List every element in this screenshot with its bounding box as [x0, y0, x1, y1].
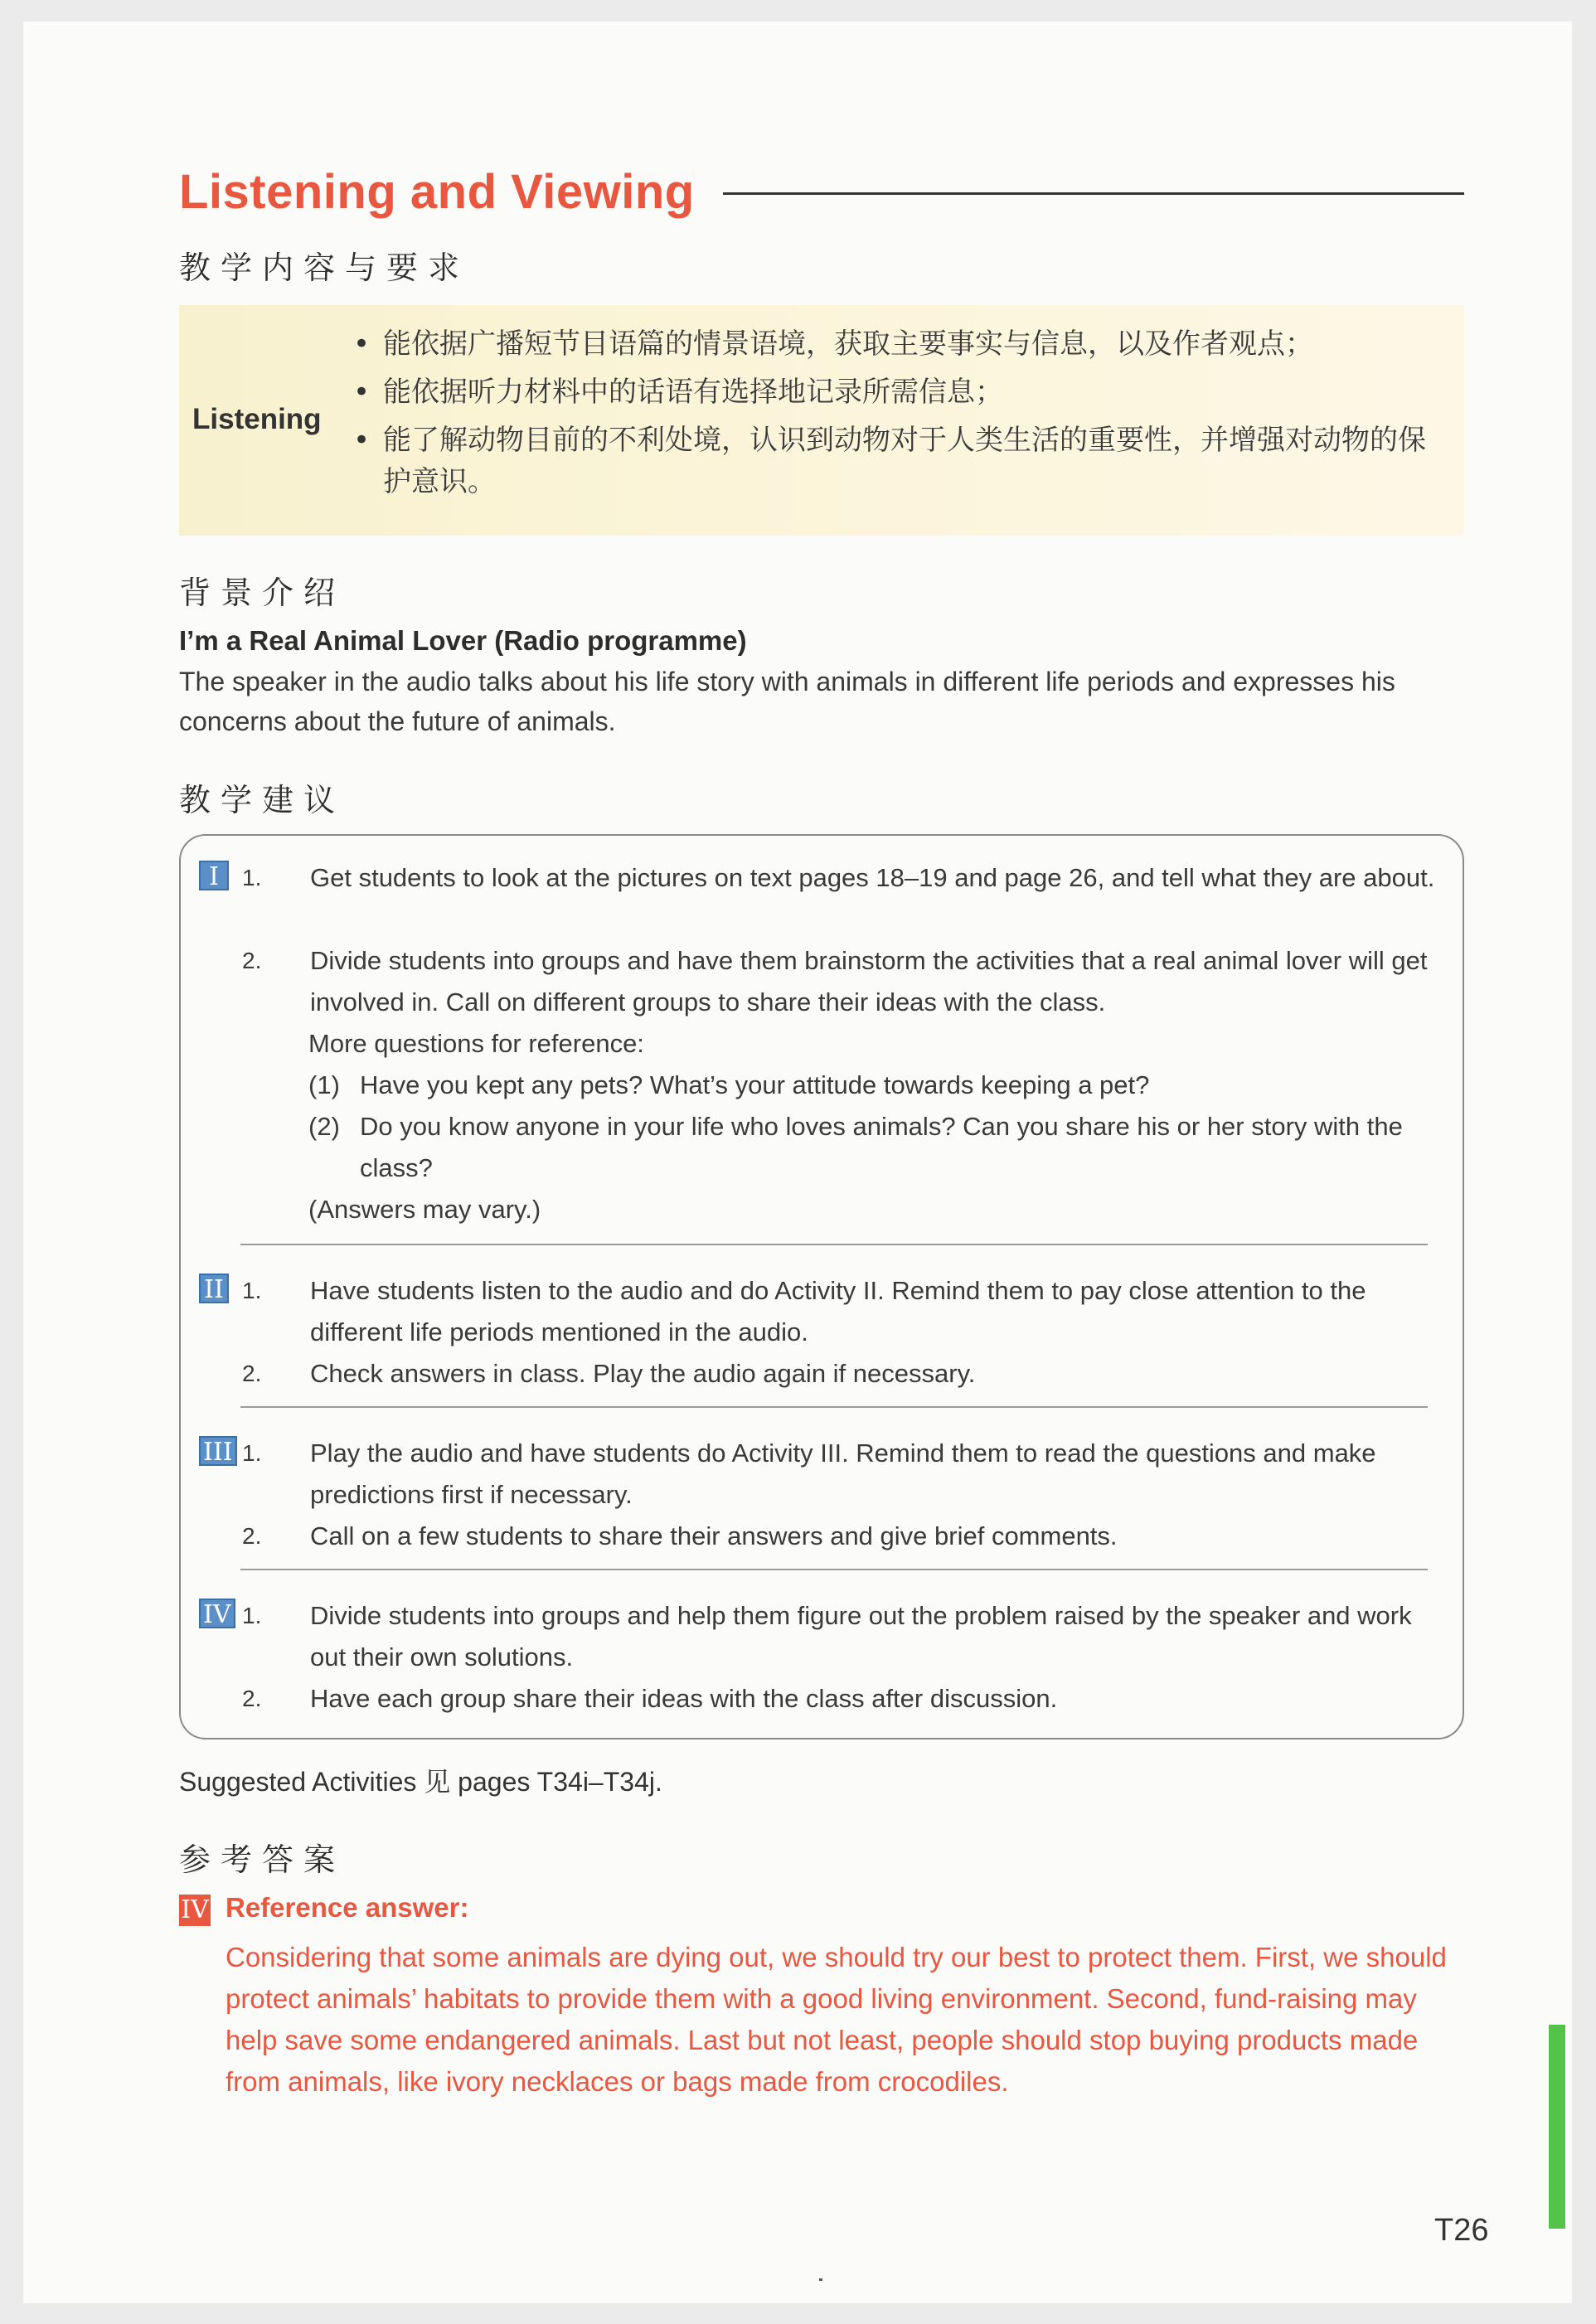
item-number: 1.: [242, 1603, 262, 1628]
activity-item: [242, 1270, 1436, 1353]
divider: [240, 1406, 1428, 1408]
item-number: 1.: [242, 1440, 262, 1466]
title-row: [179, 146, 1464, 219]
requirements-box: [179, 305, 1464, 536]
item-number: 1.: [242, 865, 262, 890]
question-text: Have you kept any pets? What’s your attitude towards keeping a pet?: [360, 1070, 1150, 1099]
activity-4: [194, 1595, 1446, 1728]
activity-badge: II: [199, 1274, 229, 1303]
reference-title: Reference answer:: [226, 1892, 469, 1923]
activity-item: [242, 1516, 1436, 1557]
activity-2: [194, 1270, 1446, 1403]
more-questions-label: More questions for reference:: [308, 1029, 644, 1058]
print-dot: [819, 2278, 822, 2281]
page-title: Listening and Viewing: [179, 165, 695, 219]
divider: [240, 1244, 1428, 1245]
background-title: I’m a Real Animal Lover (Radio programme): [179, 625, 747, 656]
background-text: The speaker in the audio talks about his life story with animals in different life periods and expresses his concerns about the future of animals.: [179, 667, 1395, 736]
page-number: T26: [1434, 2213, 1489, 2248]
activity-badge: III: [199, 1436, 237, 1466]
activity-1: [194, 857, 1446, 1247]
suggested-activities-reference: Suggested Activities 见 pages T34i–T34j.: [179, 1767, 662, 1797]
reference-text: Considering that some animals are dying out, we should try our best to protect them. First, we should protect animals’ habitats to provide them with a good living environment. Second, fund-raising may help save some endangered animals. Last but not least, people should stop buying products made from animals, like ivory necklaces or bags made from crocodiles.: [226, 1942, 1447, 2097]
item-number: 2.: [242, 948, 262, 973]
item-text: Divide students into groups and have them brainstorm the activities that a real animal lover will get involved in. Call on different groups to share their ideas with the class.: [310, 946, 1428, 1016]
question-text: Do you know anyone in your life who loves animals? Can you share his or her story with the class?: [360, 1112, 1403, 1182]
suggestions-heading: 教学建议: [179, 782, 346, 818]
activity-badge: IV: [199, 1599, 235, 1628]
activity-item: [242, 1678, 1436, 1720]
activity-3: [194, 1433, 1446, 1565]
requirements-list: [353, 323, 1448, 509]
item-number: 2.: [242, 1686, 262, 1711]
item-text: Call on a few students to share their answers and give brief comments.: [310, 1521, 1118, 1550]
requirements-label: Listening: [192, 403, 322, 435]
suggestions-box: [179, 834, 1464, 1739]
activity-item: [242, 1433, 1436, 1516]
requirements-heading: 教学内容与要求: [179, 250, 470, 286]
item-text: Get students to look at the pictures on text pages 18–19 and page 26, and tell what they are about.: [310, 863, 1435, 892]
item-text: Check answers in class. Play the audio again if necessary.: [310, 1359, 976, 1388]
divider: [240, 1569, 1428, 1570]
question-number: (1): [308, 1070, 340, 1099]
activity-badge: I: [199, 861, 229, 890]
reference-badge: IV: [179, 1895, 211, 1926]
background-heading: 背景介绍: [179, 575, 346, 611]
item-text: Have each group share their ideas with the class after discussion.: [310, 1684, 1058, 1713]
requirement-item: • 能了解动物目前的不利处境，认识到动物对于人类生活的重要性，并增强对动物的保护意识。: [353, 420, 1448, 502]
answers-may-vary: (Answers may vary.): [308, 1195, 541, 1224]
page: [23, 22, 1572, 2303]
item-text: Play the audio and have students do Activity III. Remind them to read the questions and make predictions first if necessary.: [310, 1439, 1376, 1509]
item-number: 2.: [242, 1523, 262, 1549]
activity-item: [242, 1353, 1436, 1395]
item-text: Divide students into groups and help them figure out the problem raised by the speaker and work out their own solutions.: [310, 1601, 1412, 1671]
activity-item: [242, 857, 1436, 899]
item-number: 2.: [242, 1361, 262, 1386]
activity-item: [242, 1595, 1436, 1678]
question-number: (2): [308, 1112, 340, 1141]
title-rule: [723, 192, 1464, 195]
item-text: Have students listen to the audio and do Activity II. Remind them to pay close attention to the different life periods mentioned in the audio.: [310, 1276, 1366, 1346]
requirement-item: • 能依据广播短节目语篇的情景语境，获取主要事实与信息，以及作者观点；: [353, 323, 1448, 365]
side-tab-marker: [1549, 2025, 1565, 2229]
question-item: [308, 1065, 1428, 1106]
item-number: 1.: [242, 1278, 262, 1303]
answers-heading: 参考答案: [179, 1841, 346, 1878]
question-item: [308, 1106, 1428, 1189]
requirement-item: • 能依据听力材料中的话语有选择地记录所需信息；: [353, 371, 1448, 413]
activity-item: [242, 940, 1436, 1023]
